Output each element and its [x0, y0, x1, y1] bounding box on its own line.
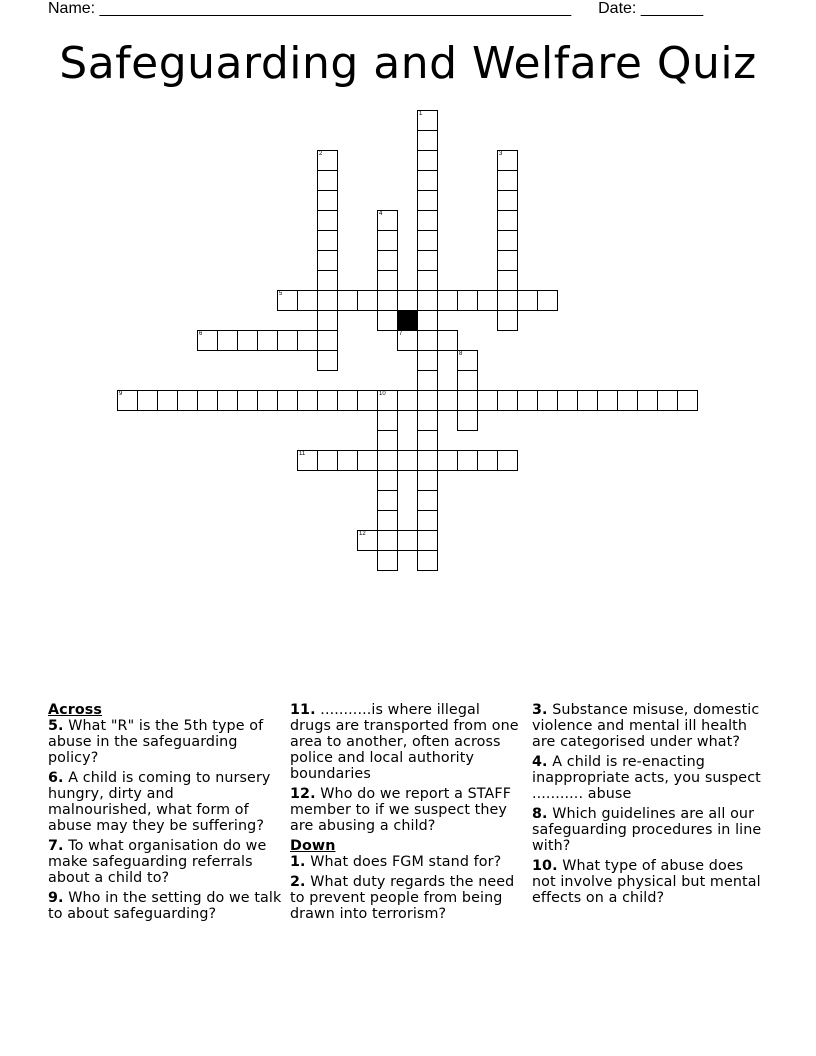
grid-cell-4[interactable]: [377, 210, 398, 231]
clue-down-2: 2. What duty regards the need to prevent people from being drawn into terrorism?: [290, 874, 515, 922]
grid-cell[interactable]: [317, 250, 338, 271]
grid-cell[interactable]: [537, 290, 558, 311]
cell-number: 3: [499, 151, 503, 157]
grid-cell[interactable]: [577, 390, 598, 411]
grid-cell[interactable]: [417, 290, 438, 311]
grid-cell[interactable]: [457, 290, 478, 311]
grid-cell[interactable]: [677, 390, 698, 411]
grid-cell[interactable]: [357, 390, 378, 411]
grid-cell[interactable]: [417, 270, 438, 291]
grid-cell[interactable]: [437, 290, 458, 311]
grid-cell-7[interactable]: [397, 330, 418, 351]
grid-cell[interactable]: [337, 390, 358, 411]
cell-number: 9: [119, 391, 123, 397]
grid-cell[interactable]: [317, 290, 338, 311]
clues-column-2: [290, 702, 524, 926]
grid-cell[interactable]: [457, 390, 478, 411]
down-heading: Down: [290, 838, 336, 854]
grid-cell[interactable]: [417, 350, 438, 371]
grid-cell[interactable]: [317, 190, 338, 211]
name-blank[interactable]: _____________________________________________________: [99, 0, 572, 17]
grid-cell[interactable]: [217, 330, 238, 351]
grid-cell[interactable]: [317, 210, 338, 231]
grid-cell[interactable]: [497, 190, 518, 211]
grid-cell[interactable]: [517, 290, 538, 311]
grid-cell[interactable]: [377, 550, 398, 571]
name-date-line: [48, 0, 748, 18]
clue-across-5: 5. What "R" is the 5th type of abuse in the safeguarding policy?: [48, 718, 264, 766]
grid-cell[interactable]: [497, 450, 518, 471]
grid-cell[interactable]: [417, 210, 438, 231]
name-label: Name:: [48, 0, 96, 17]
grid-cell[interactable]: [377, 410, 398, 431]
grid-cell[interactable]: [437, 330, 458, 351]
grid-cell[interactable]: [417, 530, 438, 551]
grid-cell[interactable]: [417, 250, 438, 271]
grid-cell-5[interactable]: [277, 290, 298, 311]
grid-cell[interactable]: [317, 350, 338, 371]
grid-cell[interactable]: [177, 390, 198, 411]
grid-cell[interactable]: [337, 450, 358, 471]
cell-number: 8: [459, 351, 463, 357]
page-title: Safeguarding and Welfare Quiz: [59, 38, 757, 89]
grid-cell[interactable]: [497, 230, 518, 251]
grid-cell[interactable]: [417, 410, 438, 431]
grid-cell[interactable]: [277, 390, 298, 411]
grid-cell[interactable]: [637, 390, 658, 411]
grid-cell[interactable]: [377, 430, 398, 451]
grid-cell[interactable]: [197, 390, 218, 411]
grid-cell[interactable]: [317, 230, 338, 251]
grid-cell[interactable]: [377, 250, 398, 271]
clue-across-9: 9. Who in the setting do we talk to about safeguarding?: [48, 890, 282, 922]
grid-cell[interactable]: [257, 390, 278, 411]
grid-cell[interactable]: [497, 210, 518, 231]
grid-cell[interactable]: [477, 390, 498, 411]
grid-cell[interactable]: [237, 330, 258, 351]
cell-number: 10: [379, 391, 386, 397]
grid-cell[interactable]: [557, 390, 578, 411]
grid-cell[interactable]: [537, 390, 558, 411]
grid-cell[interactable]: [377, 510, 398, 531]
grid-cell[interactable]: [477, 450, 498, 471]
grid-cell[interactable]: [457, 370, 478, 391]
clue-across-11: 11. ...........is where illegal drugs are transported from one area to another, often across police and local authority boundaries: [290, 702, 519, 782]
grid-cell-1[interactable]: [417, 110, 438, 131]
grid-cell[interactable]: [437, 390, 458, 411]
cell-number: 2: [319, 151, 323, 157]
grid-cell[interactable]: [257, 330, 278, 351]
grid-cell[interactable]: [377, 290, 398, 311]
grid-cell[interactable]: [457, 410, 478, 431]
clue-down-10: 10. What type of abuse does not involve physical but mental effects on a child?: [532, 858, 761, 906]
grid-cell[interactable]: [317, 270, 338, 291]
grid-cell[interactable]: [597, 390, 618, 411]
cell-number: 11: [299, 451, 306, 457]
grid-cell[interactable]: [297, 290, 318, 311]
clue-across-6: 6. A child is coming to nursery hungry, dirty and malnourished, what form of abuse may they be suffering?: [48, 770, 271, 834]
grid-cell[interactable]: [377, 530, 398, 551]
grid-cell[interactable]: [397, 290, 418, 311]
grid-cell[interactable]: [357, 290, 378, 311]
grid-cell[interactable]: [497, 390, 518, 411]
grid-cell[interactable]: [417, 470, 438, 491]
grid-cell-6[interactable]: [197, 330, 218, 351]
grid-cell[interactable]: [157, 390, 178, 411]
grid-cell-8[interactable]: [457, 350, 478, 371]
grid-cell[interactable]: [497, 250, 518, 271]
grid-cell[interactable]: [417, 170, 438, 191]
grid-cell[interactable]: [417, 310, 438, 331]
cell-number: 7: [399, 331, 403, 337]
grid-cell[interactable]: [377, 230, 398, 251]
grid-cell[interactable]: [657, 390, 678, 411]
grid-cell[interactable]: [417, 190, 438, 211]
grid-cell[interactable]: [397, 390, 418, 411]
clue-across-12: 12. Who do we report a STAFF member to if we suspect they are abusing a child?: [290, 786, 512, 834]
grid-cell-10[interactable]: [377, 390, 398, 411]
cell-number: 5: [279, 291, 283, 297]
grid-cell[interactable]: [377, 270, 398, 291]
grid-cell[interactable]: [137, 390, 158, 411]
grid-cell[interactable]: [377, 310, 398, 331]
grid-cell[interactable]: [417, 510, 438, 531]
grid-cell[interactable]: [497, 290, 518, 311]
grid-cell[interactable]: [417, 450, 438, 471]
grid-cell[interactable]: [497, 170, 518, 191]
grid-cell[interactable]: [277, 330, 298, 351]
grid-cell[interactable]: [397, 450, 418, 471]
grid-cell-3[interactable]: [497, 150, 518, 171]
grid-cell[interactable]: [417, 390, 438, 411]
grid-cell-12[interactable]: [357, 530, 378, 551]
grid-cell[interactable]: [317, 450, 338, 471]
grid-cell[interactable]: [417, 330, 438, 351]
across-heading: Across: [48, 702, 103, 718]
clues-column-1: [48, 702, 282, 926]
grid-cell[interactable]: [297, 330, 318, 351]
grid-cell[interactable]: [517, 390, 538, 411]
grid-cell[interactable]: [317, 310, 338, 331]
cell-number: 4: [379, 211, 383, 217]
grid-cell-9[interactable]: [117, 390, 138, 411]
grid-cell[interactable]: [457, 450, 478, 471]
grid-cell[interactable]: [377, 490, 398, 511]
grid-cell-2[interactable]: [317, 150, 338, 171]
grid-cell[interactable]: [317, 330, 338, 351]
grid-cell[interactable]: [297, 390, 318, 411]
date-label: Date:: [598, 0, 637, 17]
grid-cell[interactable]: [437, 450, 458, 471]
clue-down-1: 1. What does FGM stand for?: [290, 854, 502, 870]
grid-cell[interactable]: [417, 370, 438, 391]
grid-cell[interactable]: [337, 290, 358, 311]
grid-cell[interactable]: [377, 470, 398, 491]
grid-cell[interactable]: [377, 450, 398, 471]
grid-cell[interactable]: [417, 150, 438, 171]
grid-cell[interactable]: [417, 230, 438, 251]
date-blank[interactable]: _______: [640, 0, 704, 17]
grid-cell[interactable]: [357, 450, 378, 471]
grid-cell-11[interactable]: [297, 450, 318, 471]
grid-cell[interactable]: [497, 270, 518, 291]
grid-cell[interactable]: [617, 390, 638, 411]
grid-cell[interactable]: [237, 390, 258, 411]
clue-down-8: 8. Which guidelines are all our safeguarding procedures in line with?: [532, 806, 762, 854]
grid-cell[interactable]: [417, 550, 438, 571]
grid-cell[interactable]: [477, 290, 498, 311]
grid-cell[interactable]: [397, 530, 418, 551]
cell-number: 1: [419, 111, 423, 117]
clue-across-7: 7. To what organisation do we make safeguarding referrals about a child to?: [48, 838, 267, 886]
clue-down-4: 4. A child is re-enacting inappropriate acts, you suspect ........... abuse: [532, 754, 761, 802]
cell-number: 6: [199, 331, 203, 337]
grid-cell[interactable]: [497, 310, 518, 331]
grid-cell[interactable]: [317, 170, 338, 191]
clues-column-3: [532, 702, 766, 910]
clue-down-3: 3. Substance misuse, domestic violence and mental ill health are categorised under what?: [532, 702, 760, 750]
black-square: [397, 310, 417, 330]
grid-cell[interactable]: [417, 430, 438, 451]
grid-cell[interactable]: [217, 390, 238, 411]
grid-cell[interactable]: [417, 130, 438, 151]
grid-cell[interactable]: [317, 390, 338, 411]
cell-number: 12: [359, 531, 366, 537]
grid-cell[interactable]: [417, 490, 438, 511]
